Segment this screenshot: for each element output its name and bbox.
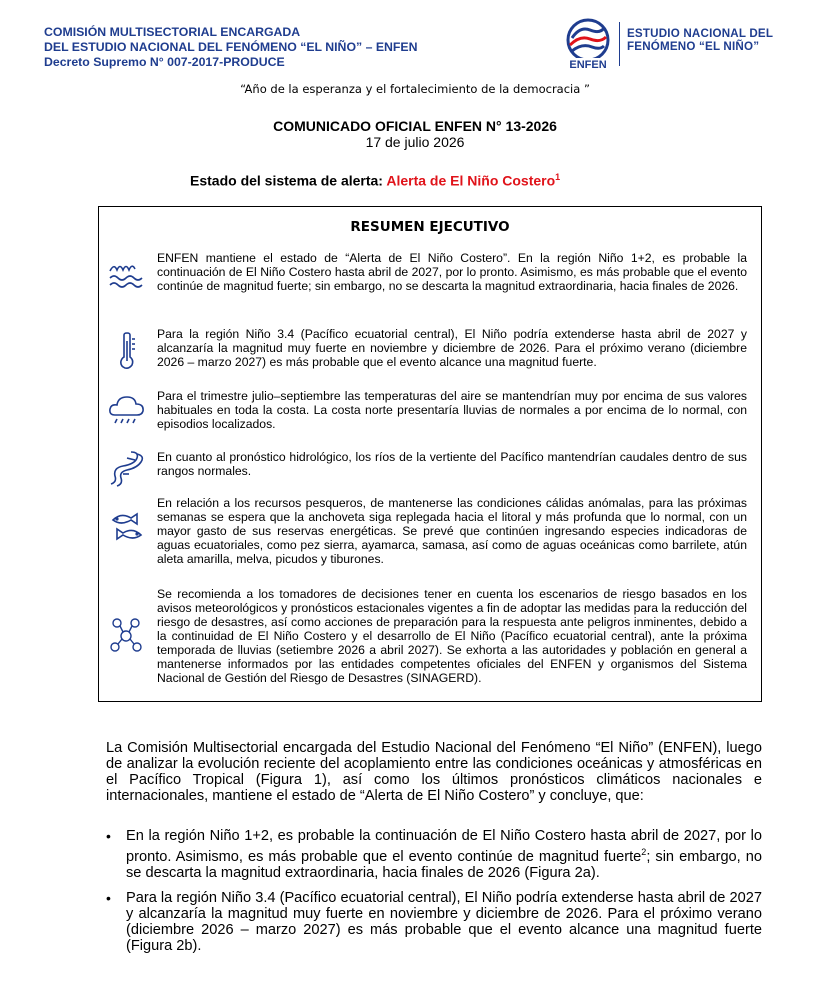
bullet-text-main: En la región Niño 1+2, es probable la continuación de El Niño Costero hasta abril de 2027, por lo pronto. Asimismo, es más probable que el evento continúe de magnitud fuerte (126, 828, 762, 865)
thermometer-icon (107, 331, 147, 371)
summary-item-text: En relación a los recursos pesqueros, de mantenerse las condiciones cálidas anómalas, para las próximas semanas se espera que la anchoveta siga replegada hacia el litoral y más profunda que lo normal, con un mayor gasto de sus reservas energéticas. Se prevé que continúen ingresando especies indicadoras de aguas ecuatoriales, como pez sierra, ayamarca, samasa, así como de aguas oceánicas como barrilete, atún aleta amarilla, melva, picudos y tiburones. (157, 496, 747, 566)
bullet-footnote-ref: 2 (641, 847, 647, 857)
rain-cloud-icon (107, 391, 147, 431)
summary-item-text: En cuanto al pronóstico hidrológico, los ríos de la vertiente del Pacífico mantendrían caudales dentro de sus rangos normales. (157, 450, 747, 478)
logo-text: ENFEN (569, 59, 607, 70)
header-line-3: Decreto Supremo N° 007-2017-PRODUCE (44, 55, 285, 69)
alert-status (190, 172, 560, 189)
enfen-logo (560, 18, 616, 70)
summary-item-text: Se recomienda a los tomadores de decisiones tener en cuenta los escenarios de riesgo basados en los avisos meteorológicos y pronósticos estacionales vigentes a fin de adoptar las medidas para la reducción del riesgo de desastres, así como acciones de preparación para la respuesta ante peligros inminentes, debido a la continuidad de El Niño Costero y el desarrollo de El Niño (Pacífico ecuatorial central), ante la próxima temporada de lluvias (setiembre 2026 a abril 2027). Se exhorta a las autoridades y población en general a mantenerse informados por las entidades competentes oficiales del ENFEN y organismos del Sistema Nacional de Gestión del Riesgo de Desastres (SINAGERD). (157, 587, 747, 685)
river-icon (107, 448, 147, 488)
header-program-line-1: ESTUDIO NACIONAL DEL (627, 27, 774, 40)
alert-value: Alerta de El Niño Costero (386, 172, 556, 189)
summary-title: RESUMEN EJECUTIVO (350, 219, 510, 235)
executive-summary-box (98, 206, 762, 702)
fish-icon (107, 508, 147, 548)
bullet-text-main: Para la región Niño 3.4 (Pacífico ecuatorial central), El Niño podría extenderse hasta abril de 2027 y alcanzaría la magnitud muy fuerte en noviembre y diciembre de 2026. Para el próximo verano (diciembre 2026 – marzo 2027) es más probable que el evento alcance una magnitud fuerte (Figura 2b). (126, 890, 762, 954)
bullet-marker: • (106, 828, 111, 844)
people-network-icon (107, 615, 147, 655)
bullet-text (126, 828, 762, 881)
alert-label: Estado del sistema de alerta: (190, 172, 387, 189)
bullet-text-rest: ; sin embargo, no se descarta la magnitud extraordinaria, hacia finales de 2026 (Figura 2a). (126, 848, 762, 881)
summary-item-text: Para la región Niño 3.4 (Pacífico ecuatorial central), El Niño podría extenderse hasta abril de 2027 y alcanzaría la magnitud muy fuerte en noviembre y diciembre de 2026. Para el próximo verano (diciembre 2026 – marzo 2027) es más probable que el evento alcance una magnitud fuerte. (157, 327, 747, 369)
summary-item-text: Para el trimestre julio–septiembre las temperaturas del aire se mantendrían muy por encima de sus valores habituales en toda la costa. La costa norte presentaría lluvias de normales a por encima de lo normal, con episodios localizados. (157, 389, 747, 431)
communique-date: 17 de julio 2026 (365, 134, 465, 150)
header-program-line-2: FENÓMENO “EL NIÑO” (627, 40, 760, 53)
header-divider (619, 22, 620, 66)
waves-icon (107, 257, 147, 297)
bullet-text (126, 890, 762, 954)
year-motto: “Año de la esperanza y el fortalecimiento de la democracia ” (240, 82, 590, 96)
header-line-1: COMISIÓN MULTISECTORIAL ENCARGADA (44, 25, 301, 39)
bullet-marker: • (106, 890, 111, 906)
header-program (627, 27, 773, 53)
alert-footnote-ref: 1 (555, 172, 561, 182)
body-intro-paragraph: La Comisión Multisectorial encargada del Estudio Nacional del Fenómeno “El Niño” (ENFEN), luego de analizar la evolución reciente del acoplamiento entre las condiciones oceánicas y atmosféricas en el Pacífico Tropical (Figura 1), así como los últimos pronósticos climáticos nacionales e internacionales, mantiene el estado de “Alerta de El Niño Costero” y concluye, que: (106, 740, 762, 804)
header-institution (44, 25, 418, 70)
summary-item-text: ENFEN mantiene el estado de “Alerta de El Niño Costero”. En la región Niño 1+2, es probable la continuación de El Niño Costero hasta abril de 2027, por lo pronto. Asimismo, es más probable que el evento continúe de magnitud fuerte; sin embargo, no se descarta la magnitud extraordinaria, hacia finales de 2026. (157, 251, 747, 293)
communique-title: COMUNICADO OFICIAL ENFEN N° 13-2026 (273, 118, 557, 134)
header-line-2: DEL ESTUDIO NACIONAL DEL FENÓMENO “EL NIÑO” – ENFEN (44, 40, 418, 54)
